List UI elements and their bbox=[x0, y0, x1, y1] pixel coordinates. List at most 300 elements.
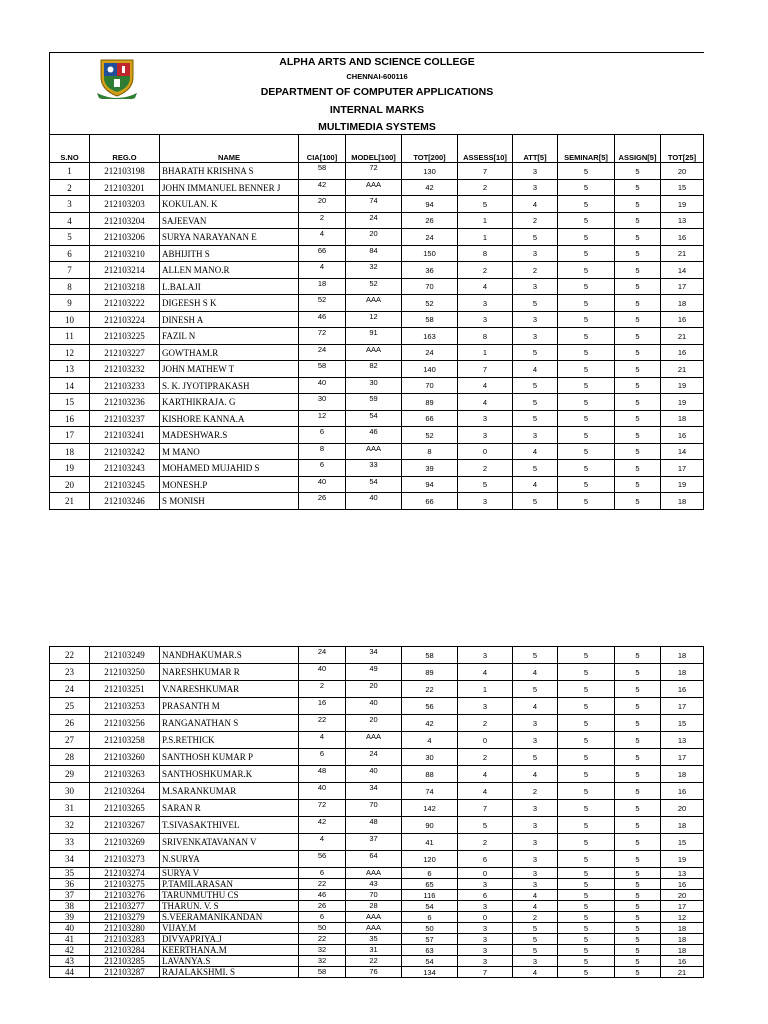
cell-tot25: 16 bbox=[661, 345, 704, 361]
cell-cia: 22 bbox=[299, 715, 346, 732]
cell-cia: 6 bbox=[299, 912, 346, 923]
cell-tot25: 18 bbox=[661, 664, 704, 681]
cell-assign: 5 bbox=[615, 246, 661, 262]
cell-att: 4 bbox=[513, 766, 558, 783]
col-header-model: MODEL[100] bbox=[346, 135, 402, 163]
college-name: ALPHA ARTS AND SCIENCE COLLEGE bbox=[279, 56, 475, 68]
cell-tot25: 21 bbox=[661, 361, 704, 378]
cell-cia: 6 bbox=[299, 868, 346, 879]
table-row bbox=[50, 912, 704, 923]
cell-assign: 5 bbox=[615, 378, 661, 394]
subject-name: MULTIMEDIA SYSTEMS bbox=[318, 121, 436, 133]
cell-name: V.NARESHKUMAR bbox=[160, 681, 299, 698]
cell-reg: 212103222 bbox=[90, 295, 160, 312]
cell-cia: 6 bbox=[299, 427, 346, 444]
cell-assign: 5 bbox=[615, 647, 661, 664]
cell-tot200: 142 bbox=[402, 800, 458, 817]
cell-att: 5 bbox=[513, 647, 558, 664]
cell-tot200: 134 bbox=[402, 967, 458, 978]
cell-cia: 40 bbox=[299, 378, 346, 394]
cell-assess: 3 bbox=[458, 411, 513, 427]
cell-assess: 7 bbox=[458, 361, 513, 378]
cell-seminar: 5 bbox=[558, 312, 615, 328]
cell-cia: 40 bbox=[299, 664, 346, 681]
cell-sno: 33 bbox=[50, 834, 90, 851]
cell-tot25: 18 bbox=[661, 923, 704, 934]
cell-att: 3 bbox=[513, 427, 558, 444]
cell-tot200: 36 bbox=[402, 262, 458, 279]
cell-tot200: 70 bbox=[402, 378, 458, 394]
cell-model: 91 bbox=[346, 328, 402, 345]
cell-assess: 3 bbox=[458, 945, 513, 956]
table-row bbox=[50, 427, 704, 444]
cell-tot25: 19 bbox=[661, 394, 704, 411]
cell-reg: 212103277 bbox=[90, 901, 160, 912]
cell-assign: 5 bbox=[615, 732, 661, 749]
cell-tot25: 19 bbox=[661, 851, 704, 868]
cell-cia: 50 bbox=[299, 923, 346, 934]
cell-assess: 2 bbox=[458, 460, 513, 477]
cell-sno: 34 bbox=[50, 851, 90, 868]
cell-model: 34 bbox=[346, 783, 402, 800]
table-row bbox=[50, 411, 704, 427]
table-row bbox=[50, 345, 704, 361]
cell-assess: 2 bbox=[458, 180, 513, 196]
cell-seminar: 5 bbox=[558, 945, 615, 956]
cell-name: SANTHOSHKUMAR.K bbox=[160, 766, 299, 783]
cell-model: AAA bbox=[346, 912, 402, 923]
cell-reg: 212103242 bbox=[90, 444, 160, 460]
cell-model: 52 bbox=[346, 279, 402, 295]
sheet-header bbox=[49, 52, 704, 135]
cell-name: BHARATH KRISHNA S bbox=[160, 163, 299, 180]
cell-cia: 40 bbox=[299, 783, 346, 800]
cell-sno: 39 bbox=[50, 912, 90, 923]
cell-model: 40 bbox=[346, 493, 402, 510]
cell-reg: 212103224 bbox=[90, 312, 160, 328]
cell-sno: 41 bbox=[50, 934, 90, 945]
cell-assign: 5 bbox=[615, 427, 661, 444]
cell-sno: 32 bbox=[50, 817, 90, 834]
cell-model: AAA bbox=[346, 868, 402, 879]
cell-assess: 0 bbox=[458, 732, 513, 749]
cell-model: AAA bbox=[346, 444, 402, 460]
table-row bbox=[50, 901, 704, 912]
cell-tot200: 94 bbox=[402, 196, 458, 213]
department-name: DEPARTMENT OF COMPUTER APPLICATIONS bbox=[260, 86, 494, 98]
cell-assess: 7 bbox=[458, 967, 513, 978]
cell-name: L.BALAJI bbox=[160, 279, 299, 295]
cell-reg: 212103280 bbox=[90, 923, 160, 934]
cell-att: 3 bbox=[513, 715, 558, 732]
cell-att: 4 bbox=[513, 901, 558, 912]
cell-cia: 26 bbox=[299, 901, 346, 912]
cell-reg: 212103204 bbox=[90, 213, 160, 229]
cell-att: 5 bbox=[513, 923, 558, 934]
cell-seminar: 5 bbox=[558, 912, 615, 923]
cell-sno: 31 bbox=[50, 800, 90, 817]
cell-cia: 46 bbox=[299, 890, 346, 901]
cell-assess: 0 bbox=[458, 912, 513, 923]
cell-reg: 212103263 bbox=[90, 766, 160, 783]
cell-model: 40 bbox=[346, 698, 402, 715]
cell-name: MONESH.P bbox=[160, 477, 299, 493]
cell-assign: 5 bbox=[615, 262, 661, 279]
cell-att: 3 bbox=[513, 879, 558, 890]
cell-model: AAA bbox=[346, 923, 402, 934]
cell-seminar: 5 bbox=[558, 411, 615, 427]
table-row bbox=[50, 868, 704, 879]
cell-assign: 5 bbox=[615, 394, 661, 411]
cell-sno: 38 bbox=[50, 901, 90, 912]
cell-name: THARUN. V. S bbox=[160, 901, 299, 912]
cell-name: KISHORE KANNA.A bbox=[160, 411, 299, 427]
cell-seminar: 5 bbox=[558, 328, 615, 345]
cell-assign: 5 bbox=[615, 213, 661, 229]
cell-name: ALLEN MANO.R bbox=[160, 262, 299, 279]
cell-sno: 28 bbox=[50, 749, 90, 766]
table-row bbox=[50, 732, 704, 749]
cell-name: M.SARANKUMAR bbox=[160, 783, 299, 800]
cell-model: 59 bbox=[346, 394, 402, 411]
table-row bbox=[50, 295, 704, 312]
cell-tot200: 58 bbox=[402, 312, 458, 328]
cell-name: SARAN R bbox=[160, 800, 299, 817]
cell-model: 84 bbox=[346, 246, 402, 262]
cell-tot200: 89 bbox=[402, 394, 458, 411]
cell-assign: 5 bbox=[615, 800, 661, 817]
cell-tot25: 18 bbox=[661, 411, 704, 427]
table-row bbox=[50, 749, 704, 766]
cell-name: KEERTHANA.M bbox=[160, 945, 299, 956]
cell-seminar: 5 bbox=[558, 427, 615, 444]
table-row bbox=[50, 956, 704, 967]
cell-tot25: 20 bbox=[661, 890, 704, 901]
cell-name: LAVANYA.S bbox=[160, 956, 299, 967]
cell-cia: 22 bbox=[299, 879, 346, 890]
table-row bbox=[50, 493, 704, 510]
cell-tot200: 57 bbox=[402, 934, 458, 945]
cell-assess: 3 bbox=[458, 879, 513, 890]
cell-sno: 18 bbox=[50, 444, 90, 460]
cell-att: 4 bbox=[513, 664, 558, 681]
cell-cia: 40 bbox=[299, 477, 346, 493]
cell-tot200: 130 bbox=[402, 163, 458, 180]
cell-cia: 2 bbox=[299, 213, 346, 229]
cell-assess: 7 bbox=[458, 163, 513, 180]
cell-cia: 16 bbox=[299, 698, 346, 715]
cell-tot200: 163 bbox=[402, 328, 458, 345]
cell-name: S MONISH bbox=[160, 493, 299, 510]
cell-name: JOHN MATHEW T bbox=[160, 361, 299, 378]
cell-cia: 4 bbox=[299, 229, 346, 246]
cell-tot200: 26 bbox=[402, 213, 458, 229]
cell-tot200: 50 bbox=[402, 923, 458, 934]
cell-att: 3 bbox=[513, 312, 558, 328]
cell-seminar: 5 bbox=[558, 664, 615, 681]
cell-name: RANGANATHAN S bbox=[160, 715, 299, 732]
cell-tot25: 18 bbox=[661, 295, 704, 312]
cell-tot200: 56 bbox=[402, 698, 458, 715]
cell-assess: 0 bbox=[458, 444, 513, 460]
cell-sno: 1 bbox=[50, 163, 90, 180]
cell-tot200: 41 bbox=[402, 834, 458, 851]
college-city: CHENNAI-600116 bbox=[346, 72, 408, 81]
table-row bbox=[50, 664, 704, 681]
cell-tot200: 6 bbox=[402, 868, 458, 879]
cell-att: 5 bbox=[513, 749, 558, 766]
cell-assign: 5 bbox=[615, 901, 661, 912]
cell-seminar: 5 bbox=[558, 493, 615, 510]
cell-tot200: 90 bbox=[402, 817, 458, 834]
cell-tot25: 16 bbox=[661, 312, 704, 328]
table-row bbox=[50, 460, 704, 477]
cell-att: 2 bbox=[513, 783, 558, 800]
cell-seminar: 5 bbox=[558, 934, 615, 945]
table-row bbox=[50, 934, 704, 945]
cell-assign: 5 bbox=[615, 477, 661, 493]
cell-name: JOHN IMMANUEL BENNER J bbox=[160, 180, 299, 196]
cell-name: FAZIL N bbox=[160, 328, 299, 345]
cell-assess: 3 bbox=[458, 923, 513, 934]
cell-cia: 58 bbox=[299, 967, 346, 978]
cell-reg: 212103243 bbox=[90, 460, 160, 477]
table-header-row bbox=[50, 135, 704, 163]
cell-tot200: 30 bbox=[402, 749, 458, 766]
cell-cia: 72 bbox=[299, 328, 346, 345]
col-header-reg: REG.O bbox=[90, 135, 160, 163]
cell-tot200: 94 bbox=[402, 477, 458, 493]
table-row bbox=[50, 923, 704, 934]
cell-cia: 26 bbox=[299, 493, 346, 510]
cell-reg: 212103264 bbox=[90, 783, 160, 800]
cell-reg: 212103287 bbox=[90, 967, 160, 978]
col-header-name: NAME bbox=[160, 135, 299, 163]
cell-sno: 16 bbox=[50, 411, 90, 427]
cell-sno: 8 bbox=[50, 279, 90, 295]
cell-sno: 40 bbox=[50, 923, 90, 934]
cell-assign: 5 bbox=[615, 180, 661, 196]
marks-table-2 bbox=[49, 646, 704, 978]
cell-att: 5 bbox=[513, 493, 558, 510]
cell-model: 74 bbox=[346, 196, 402, 213]
cell-reg: 212103246 bbox=[90, 493, 160, 510]
cell-reg: 212103233 bbox=[90, 378, 160, 394]
cell-tot25: 13 bbox=[661, 213, 704, 229]
cell-cia: 6 bbox=[299, 749, 346, 766]
cell-reg: 212103274 bbox=[90, 868, 160, 879]
cell-assign: 5 bbox=[615, 295, 661, 312]
cell-att: 5 bbox=[513, 934, 558, 945]
col-header-tot200: TOT[200] bbox=[402, 135, 458, 163]
cell-name: SANTHOSH KUMAR P bbox=[160, 749, 299, 766]
cell-reg: 212103260 bbox=[90, 749, 160, 766]
cell-cia: 58 bbox=[299, 361, 346, 378]
cell-reg: 212103276 bbox=[90, 890, 160, 901]
cell-reg: 212103251 bbox=[90, 681, 160, 698]
cell-tot200: 54 bbox=[402, 901, 458, 912]
cell-sno: 3 bbox=[50, 196, 90, 213]
cell-model: 37 bbox=[346, 834, 402, 851]
cell-model: 49 bbox=[346, 664, 402, 681]
cell-model: 82 bbox=[346, 361, 402, 378]
cell-att: 3 bbox=[513, 246, 558, 262]
cell-tot200: 54 bbox=[402, 956, 458, 967]
cell-att: 3 bbox=[513, 279, 558, 295]
table-row bbox=[50, 834, 704, 851]
cell-att: 2 bbox=[513, 262, 558, 279]
cell-name: PRASANTH M bbox=[160, 698, 299, 715]
cell-reg: 212103203 bbox=[90, 196, 160, 213]
cell-sno: 2 bbox=[50, 180, 90, 196]
cell-assess: 3 bbox=[458, 956, 513, 967]
cell-model: 43 bbox=[346, 879, 402, 890]
cell-assess: 8 bbox=[458, 328, 513, 345]
cell-tot25: 18 bbox=[661, 934, 704, 945]
cell-assign: 5 bbox=[615, 851, 661, 868]
cell-assess: 2 bbox=[458, 834, 513, 851]
cell-tot200: 150 bbox=[402, 246, 458, 262]
cell-tot200: 89 bbox=[402, 664, 458, 681]
cell-tot25: 12 bbox=[661, 912, 704, 923]
cell-tot25: 16 bbox=[661, 956, 704, 967]
col-header-assess: ASSESS[10] bbox=[458, 135, 513, 163]
cell-cia: 24 bbox=[299, 647, 346, 664]
cell-cia: 42 bbox=[299, 180, 346, 196]
cell-reg: 212103249 bbox=[90, 647, 160, 664]
cell-seminar: 5 bbox=[558, 378, 615, 394]
cell-seminar: 5 bbox=[558, 732, 615, 749]
cell-reg: 212103273 bbox=[90, 851, 160, 868]
cell-tot200: 66 bbox=[402, 411, 458, 427]
cell-assess: 4 bbox=[458, 394, 513, 411]
cell-seminar: 5 bbox=[558, 834, 615, 851]
cell-reg: 212103206 bbox=[90, 229, 160, 246]
cell-assign: 5 bbox=[615, 698, 661, 715]
cell-tot200: 42 bbox=[402, 180, 458, 196]
cell-name: VIJAY.M bbox=[160, 923, 299, 934]
table-row bbox=[50, 681, 704, 698]
cell-reg: 212103256 bbox=[90, 715, 160, 732]
cell-model: 70 bbox=[346, 890, 402, 901]
cell-att: 3 bbox=[513, 868, 558, 879]
cell-seminar: 5 bbox=[558, 647, 615, 664]
cell-assign: 5 bbox=[615, 279, 661, 295]
cell-reg: 212103284 bbox=[90, 945, 160, 956]
table-row bbox=[50, 213, 704, 229]
cell-name: S. K. JYOTIPRAKASH bbox=[160, 378, 299, 394]
cell-assign: 5 bbox=[615, 766, 661, 783]
cell-model: AAA bbox=[346, 732, 402, 749]
table-row bbox=[50, 444, 704, 460]
cell-cia: 42 bbox=[299, 817, 346, 834]
cell-sno: 30 bbox=[50, 783, 90, 800]
cell-sno: 23 bbox=[50, 664, 90, 681]
cell-tot200: 24 bbox=[402, 345, 458, 361]
cell-att: 2 bbox=[513, 912, 558, 923]
sheet-title: INTERNAL MARKS bbox=[329, 104, 425, 116]
cell-sno: 11 bbox=[50, 328, 90, 345]
cell-att: 5 bbox=[513, 378, 558, 394]
cell-sno: 35 bbox=[50, 868, 90, 879]
cell-att: 4 bbox=[513, 477, 558, 493]
cell-tot25: 13 bbox=[661, 732, 704, 749]
cell-tot25: 18 bbox=[661, 647, 704, 664]
cell-assess: 3 bbox=[458, 901, 513, 912]
table-row bbox=[50, 647, 704, 664]
cell-assess: 3 bbox=[458, 934, 513, 945]
cell-reg: 212103232 bbox=[90, 361, 160, 378]
cell-name: DINESH A bbox=[160, 312, 299, 328]
cell-name: DIVYAPRIYA.J bbox=[160, 934, 299, 945]
cell-sno: 36 bbox=[50, 879, 90, 890]
cell-seminar: 5 bbox=[558, 956, 615, 967]
cell-sno: 44 bbox=[50, 967, 90, 978]
cell-model: 22 bbox=[346, 956, 402, 967]
cell-cia: 22 bbox=[299, 934, 346, 945]
cell-assess: 5 bbox=[458, 196, 513, 213]
cell-sno: 17 bbox=[50, 427, 90, 444]
cell-name: SRIVENKATAVANAN V bbox=[160, 834, 299, 851]
cell-model: 54 bbox=[346, 477, 402, 493]
cell-model: 31 bbox=[346, 945, 402, 956]
table-row bbox=[50, 783, 704, 800]
cell-reg: 212103285 bbox=[90, 956, 160, 967]
cell-name: NARESHKUMAR R bbox=[160, 664, 299, 681]
table-row bbox=[50, 890, 704, 901]
cell-assign: 5 bbox=[615, 923, 661, 934]
cell-seminar: 5 bbox=[558, 766, 615, 783]
cell-seminar: 5 bbox=[558, 460, 615, 477]
table-row bbox=[50, 312, 704, 328]
cell-seminar: 5 bbox=[558, 361, 615, 378]
cell-assign: 5 bbox=[615, 681, 661, 698]
cell-model: 12 bbox=[346, 312, 402, 328]
cell-name: MADESHWAR.S bbox=[160, 427, 299, 444]
cell-assign: 5 bbox=[615, 945, 661, 956]
cell-att: 5 bbox=[513, 229, 558, 246]
cell-reg: 212103279 bbox=[90, 912, 160, 923]
cell-assign: 5 bbox=[615, 749, 661, 766]
cell-tot25: 15 bbox=[661, 180, 704, 196]
cell-tot200: 88 bbox=[402, 766, 458, 783]
cell-tot200: 24 bbox=[402, 229, 458, 246]
cell-assign: 5 bbox=[615, 934, 661, 945]
cell-tot200: 120 bbox=[402, 851, 458, 868]
cell-cia: 4 bbox=[299, 262, 346, 279]
cell-tot200: 116 bbox=[402, 890, 458, 901]
cell-sno: 22 bbox=[50, 647, 90, 664]
cell-sno: 14 bbox=[50, 378, 90, 394]
cell-sno: 29 bbox=[50, 766, 90, 783]
cell-tot25: 17 bbox=[661, 460, 704, 477]
cell-assess: 3 bbox=[458, 647, 513, 664]
cell-att: 5 bbox=[513, 945, 558, 956]
cell-seminar: 5 bbox=[558, 246, 615, 262]
cell-assign: 5 bbox=[615, 817, 661, 834]
cell-sno: 5 bbox=[50, 229, 90, 246]
cell-att: 3 bbox=[513, 328, 558, 345]
cell-sno: 4 bbox=[50, 213, 90, 229]
cell-sno: 19 bbox=[50, 460, 90, 477]
cell-seminar: 5 bbox=[558, 923, 615, 934]
col-header-cia: CIA[100] bbox=[299, 135, 346, 163]
cell-assign: 5 bbox=[615, 912, 661, 923]
cell-assign: 5 bbox=[615, 460, 661, 477]
cell-assign: 5 bbox=[615, 163, 661, 180]
cell-tot25: 19 bbox=[661, 477, 704, 493]
cell-assess: 4 bbox=[458, 783, 513, 800]
